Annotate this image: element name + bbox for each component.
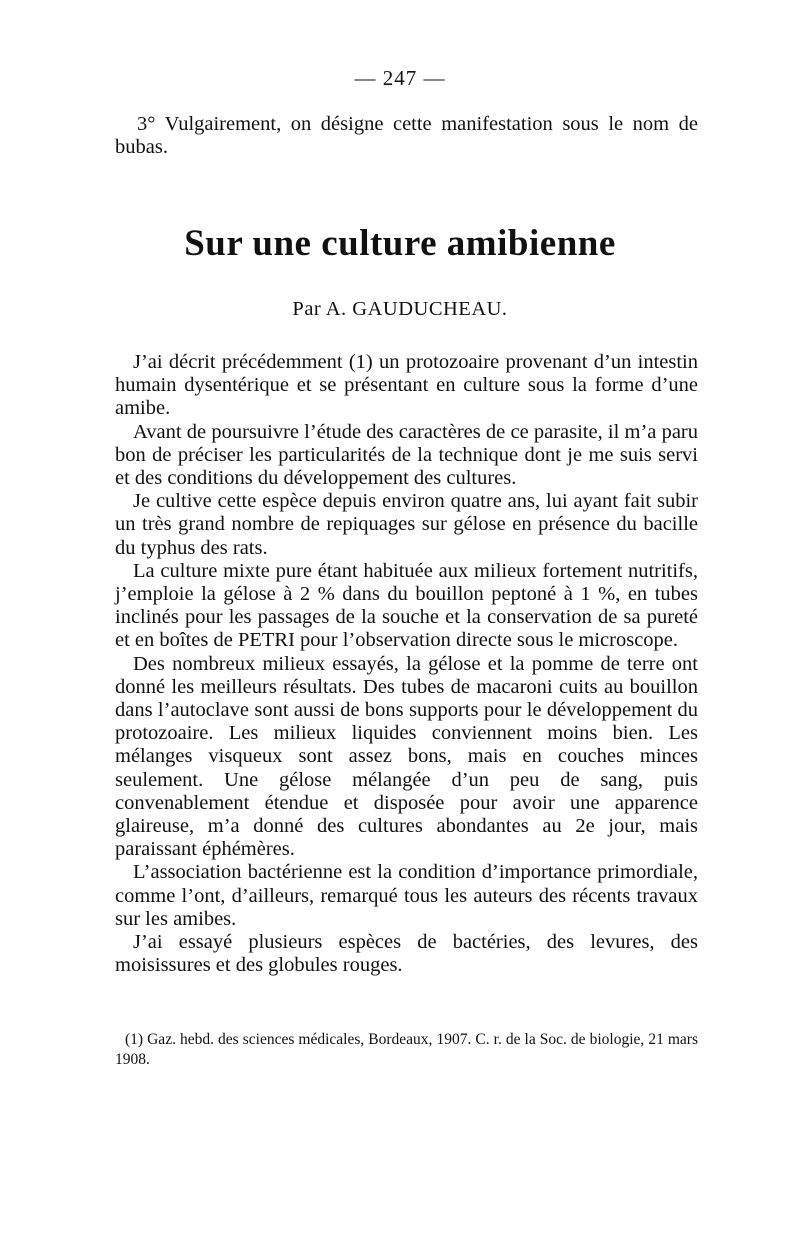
page-number: — 247 — (354, 66, 446, 90)
intro-section (115, 113, 698, 159)
intro-paragraph: 3° Vulgairement, on désigne cette manifestation sous le nom de bubas. (115, 113, 698, 159)
paragraph-3: Je cultive cette espèce depuis environ quatre ans, lui ayant fait subir un très grand nombre de repiquages sur gélose en présence du bacille du typhus des rats. (115, 490, 698, 559)
paragraph-5: Des nombreux milieux essayés, la gélose et la pomme de terre ont donné les meilleurs résultats. Des tubes de macaroni cuits au bouillon dans l’autoclave sont aussi de bons supports pour le développement du protozoaire. Les milieux liquides conviennent moins bien. Les mélanges visqueux sont assez bons, mais en couches minces seulement. Une gélose mélangée d’un peu de sang, puis convenablement étendue et disposée pour avoir une apparence glaireuse, m’a donné des cultures abondantes au 2e jour, mais paraissant éphémères. (115, 652, 698, 861)
article-title: Sur une culture amibienne (184, 223, 616, 264)
article-byline: Par A. GAUDUCHEAU. (292, 298, 508, 320)
footnote (115, 1030, 698, 1069)
paragraph-7: J’ai essayé plusieurs espèces de bactéries, des levures, des moisissures et des globules rouges. (115, 931, 698, 977)
article-body (115, 351, 698, 977)
paragraph-2: Avant de poursuivre l’étude des caractères de ce parasite, il m’a paru bon de préciser les particularités de la technique dont je me suis servi et des conditions du développement des cultures. (115, 420, 698, 490)
paragraph-4: La culture mixte pure étant habituée aux milieux fortement nutritifs, j’emploie la gélose à 2 % dans du bouillon peptoné à 1 %, en tubes inclinés pour les passages de la souche et la conservation de sa pureté et en boîtes de PETRI pour l’observation directe sous le microscope. (115, 559, 698, 652)
paragraph-6: L’association bactérienne est la condition d’importance primordiale, comme l’ont, d’ailleurs, remarqué tous les auteurs des récents travaux sur les amibes. (115, 861, 698, 930)
footnote-text: (1) Gaz. hebd. des sciences médicales, Bordeaux, 1907. C. r. de la Soc. de biologie, 21 mars 1908. (115, 1031, 698, 1068)
paragraph-1: J’ai décrit précédemment (1) un protozoaire provenant d’un intestin humain dysentérique et se présentant en culture sous la forme d’une amibe. (115, 351, 698, 420)
